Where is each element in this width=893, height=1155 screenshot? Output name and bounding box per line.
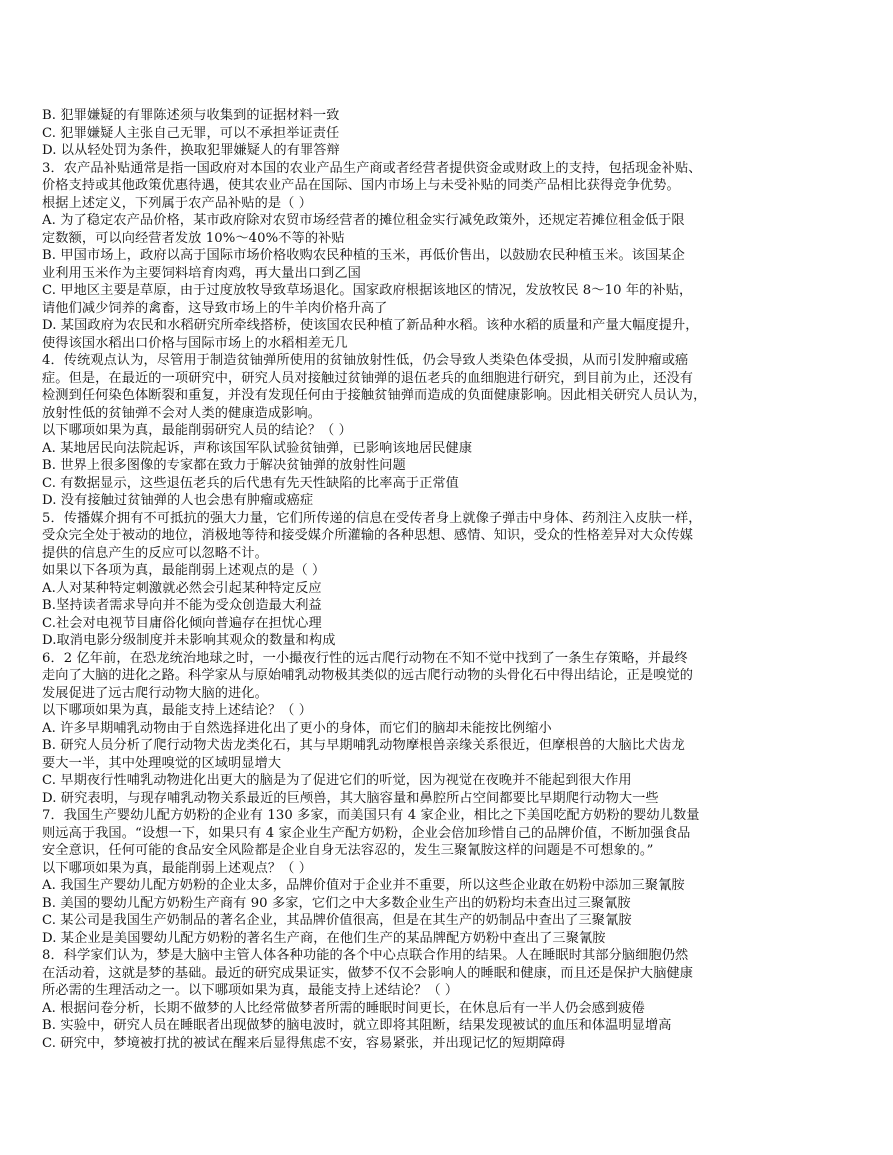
text-line: B.坚持读者需求导向并不能为受众创造最大利益 bbox=[42, 598, 322, 613]
text-line: 提供的信息产生的反应可以忽略不计。 bbox=[42, 545, 268, 561]
text-line: B. 实验中，研究人员在睡眠者出现做梦的脑电波时，就立即将其阻断，结果发现被试的血压和体温明显增高 bbox=[42, 1018, 672, 1033]
text-line: 以下哪项如果为真，最能削弱上述观点？（ ） bbox=[42, 860, 313, 876]
text-line: 则远高于我国。“设想一下，如果只有 4 家企业生产配方奶粉，企业会倍加珍惜自己的品牌价值，不断加强食品 bbox=[42, 825, 691, 841]
text-line: 6．2 亿年前，在恐龙统治地球之时，一小撮夜行性的远古爬行动物在不知不觉中找到了一条生存策略，并最终 bbox=[42, 650, 688, 666]
text-line: 发展促进了远古爬行动物大脑的进化。 bbox=[42, 685, 268, 701]
text-line: 安全意识，任何可能的食品安全风险都是企业自身无法容忍的，发生三聚氰胺这样的问题是不可想象的。” bbox=[42, 843, 654, 858]
text-line: 4．传统观点认为，尽管用于制造贫铀弹所使用的贫铀放射性低，仍会导致人类染色体受损，从而引发肿瘤或癌 bbox=[42, 353, 689, 368]
text-line: 定数额，可以向经营者发放 10%～40%不等的补贴 bbox=[42, 230, 345, 246]
text-line: 所必需的生理活动之一。以下哪项如果为真，最能支持上述结论？（ ） bbox=[42, 983, 459, 998]
text-line: D. 某企业是美国婴幼儿配方奶粉的著名生产商，在他们生产的某品牌配方奶粉中查出了三聚氰胺 bbox=[42, 930, 606, 946]
text-line: D. 研究表明，与现存哺乳动物关系最近的巨颅兽，其大脑容量和鼻腔所占空间都要比早期爬行动物大一些 bbox=[42, 790, 659, 806]
text-line: C. 研究中，梦境被打扰的被试在醒来后显得焦虑不安，容易紧张，并出现记忆的短期障碍 bbox=[42, 1035, 566, 1051]
text-line: 7．我国生产婴幼儿配方奶粉的企业有 130 多家，而美国只有 4 家企业，相比之下美国吃配方奶粉的婴幼儿数量 bbox=[42, 808, 700, 823]
text-line: C.社会对电视节目庸俗化倾向普遍存在担忧心理 bbox=[42, 615, 322, 631]
text-line: 以下哪项如果为真，最能支持上述结论？（ ） bbox=[42, 703, 313, 718]
text-line: 受众完全处于被动的地位，消极地等待和接受媒介所灌输的各种思想、感情、知识，受众的性格差异对大众传媒 bbox=[42, 528, 694, 543]
text-line: 症。但是，在最近的一项研究中，研究人员对接触过贫铀弹的退伍老兵的血细胞进行研究，到目前为止，还没有 bbox=[42, 370, 694, 386]
text-line: D. 没有接触过贫铀弹的人也会患有肿瘤或癌症 bbox=[42, 493, 314, 508]
text-line: 8．科学家们认为，梦是大脑中主管人体各种功能的各个中心点联合作用的结果。人在睡眠时其部分脑细胞仍然 bbox=[42, 948, 689, 963]
text-line: 根据上述定义，下列属于农产品补贴的是（ ） bbox=[42, 195, 313, 211]
text-line: 请他们减少饲养的禽畜，这导致市场上的牛羊肉价格升高了 bbox=[42, 300, 388, 316]
text-line: 3．农产品补贴通常是指一国政府对本国的农业产品生产商或者经营者提供资金或财政上的支持，包括现金补贴、 bbox=[42, 160, 702, 176]
text-line: B. 世界上很多图像的专家都在致力于解决贫铀弹的放射性问题 bbox=[42, 458, 406, 473]
text-line: A. 为了稳定农产品价格，某市政府除对农贸市场经营者的摊位租金实行减免政策外，还规定若摊位租金低于限 bbox=[42, 213, 685, 228]
text-line: 在活动着，这就是梦的基础。最近的研究成果证实，做梦不仅不会影响人的睡眠和健康，而且还是保护大脑健康 bbox=[42, 965, 694, 981]
text-line: D.取消电影分级制度并未影响其观众的数量和构成 bbox=[42, 633, 336, 648]
text-line: 检测到任何染色体断裂和重复，并没有发现任何由于接触贫铀弹而造成的负面健康影响。因此相关研究人员认为， bbox=[42, 388, 707, 403]
text-line: 要大一半，其中处理嗅觉的区域明显增大 bbox=[42, 755, 282, 771]
text-line: B. 犯罪嫌疑的有罪陈述须与收集到的证据材料一致 bbox=[42, 108, 340, 123]
text-line: C. 早期夜行性哺乳动物进化出更大的脑是为了促进它们的听觉，因为视觉在夜晚并不能起到很大作用 bbox=[42, 773, 632, 788]
text-line: B. 研究人员分析了爬行动物犬齿龙类化石，其与早期哺乳动物摩根兽亲缘关系很近，但摩根兽的大脑比犬齿龙 bbox=[42, 738, 685, 753]
text-line: A. 某地居民向法院起诉，声称该国军队试验贫铀弹，已影响该地居民健康 bbox=[42, 440, 473, 456]
text-line: A. 我国生产婴幼儿配方奶粉的企业太多，品牌价值对于企业并不重要，所以这些企业敢在奶粉中添加三聚氰胺 bbox=[42, 878, 685, 893]
text-line: C. 甲地区主要是草原，由于过度放牧导致草场退化。国家政府根据该地区的情况，发放牧民 8～10 年的补贴， bbox=[42, 283, 693, 298]
text-line: 业利用玉米作为主要饲料培育肉鸡，再大量出口到乙国 bbox=[42, 265, 361, 281]
text-line: A. 根据问卷分析，长期不做梦的人比经常做梦者所需的睡眠时间更长，在休息后有一半人仍会感到疲倦 bbox=[42, 1000, 645, 1016]
text-line: 走向了大脑的进化之路。科学家从与原始哺乳动物极其类似的远古爬行动物的头骨化石中得出结论，正是嗅觉的 bbox=[42, 668, 694, 683]
text-line: D. 以从轻处罚为条件，换取犯罪嫌疑人的有罪答辩 bbox=[42, 143, 340, 158]
text-line: A. 许多早期哺乳动物由于自然选择进化出了更小的身体，而它们的脑却未能按比例缩小 bbox=[42, 720, 552, 736]
text-line: 放射性低的贫铀弹不会对人类的健康造成影响。 bbox=[42, 405, 322, 421]
text-line: B. 甲国市场上，政府以高于国际市场价格收购农民种植的玉米，再低价售出，以鼓励农民种植玉米。该国某企 bbox=[42, 248, 685, 263]
text-line: D. 某国政府为农民和水稻研究所牵线搭桥，使该国农民种植了新品种水稻。该种水稻的质量和产量大幅度提升， bbox=[42, 318, 699, 333]
text-line: 以下哪项如果为真，最能削弱研究人员的结论？（ ） bbox=[42, 423, 352, 438]
text-line: A.人对某种特定刺激就必然会引起某种特定反应 bbox=[42, 580, 322, 596]
text-line: C. 某公司是我国生产奶制品的著名企业，其品牌价值很高，但是在其生产的奶制品中查出了三聚氰胺 bbox=[42, 913, 632, 928]
document-body bbox=[42, 107, 857, 1052]
text-line: 使得该国水稻出口价格与国际市场上的水稻相差无几 bbox=[42, 335, 348, 351]
text-line: C. 犯罪嫌疑人主张自己无罪，可以不承担举证责任 bbox=[42, 125, 340, 141]
text-line: 价格支持或其他政策优惠待遇，使其农业产品在国际、国内市场上与未受补贴的同类产品相比获得竞争优势。 bbox=[42, 178, 680, 193]
text-line: 如果以下各项为真，最能削弱上述观点的是（ ） bbox=[42, 563, 326, 578]
text-line: C. 有数据显示，这些退伍老兵的后代患有先天性缺陷的比率高于正常值 bbox=[42, 475, 459, 491]
text-line: 5．传播媒介拥有不可抵抗的强大力量，它们所传递的信息在受传者身上就像子弹击中身体、药剂注入皮肤一样， bbox=[42, 510, 702, 526]
text-line: B. 美国的婴幼儿配方奶粉生产商有 90 多家，它们之中大多数企业生产出的奶粉均未查出过三聚氰胺 bbox=[42, 895, 631, 911]
